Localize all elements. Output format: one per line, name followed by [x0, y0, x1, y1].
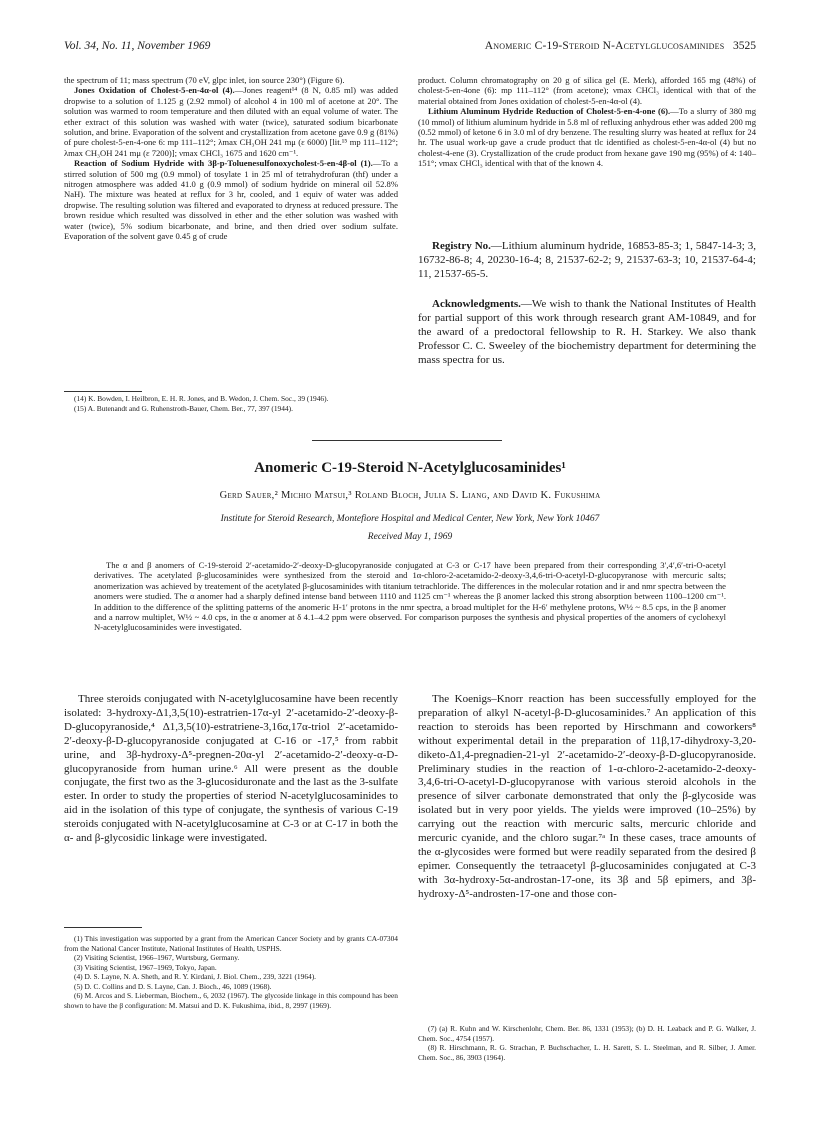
body-paragraph: Three steroids conjugated with N-acetylglucosamine have been recently isolated: 3-hydroxy-Δ1,3,5(10)-estratrien-17α-yl 2′-acetamido-2′-deoxy-β-D-glucopyranoside,⁴ Δ1,3,5(10)-estratriene-3,16α,17α-triol 2′-acetamido-2′-deoxy-β-D-glucopyranoside conjugated at C-16 or -17,⁵ from rabbit urine, and 3β-hydroxy-Δ⁵-pregnen-20α-yl 2′-acetamido-2′-deoxy-α-D-glucopyranoside from human urine.⁶ All were present as the double conjugate, the first two as the 3-glucosiduronate and the last as the 3-sulfate ester. In order to study the properties of steriod N-acetylglucosaminides to aid in the isolation of this type of conjugate, the synthesis of various C-19 steroids conjugated with N-acetylglucosamine at C-3 or at C-17 in both the α- and β-glycosidic linkage were investigated.: [64, 693, 398, 845]
section-heading: Reaction of Sodium Hydride with 3β-p-Toluenesulfonoxycholest-5-en-4β-ol (1).: [74, 158, 373, 169]
registry-paragraph: [418, 240, 756, 282]
running-title: [485, 40, 756, 52]
acknowledgments-body: —We wish to thank the National Institutes of Health for partial support of this work through research grant AM-10849, and for the award of a predoctoral fellowship to R. H. Starkey. We also thank Professor C. C. Sweeley of the biochemistry department for determining the mass spectra for us.: [418, 298, 756, 366]
article-divider: [312, 440, 502, 441]
body-right-column: [418, 693, 756, 902]
experimental-paragraph: [64, 158, 398, 241]
paragraph: the spectrum of 11; mass spectrum (70 eV, glpc inlet, ion source 230°) (Figure 6).: [64, 75, 345, 85]
section-body: —Jones reagent¹⁴ (8 N, 0.85 ml) was added dropwise to a solution of 1.125 g (2.92 mmol) of alcohol 4 in 100 ml of acetone at 20°. The solution was warmed to room temperature and then diluted with an equal volume of water. The ether extract of this solution was washed with water (twice), saturated sodium bicarbonate solution, and brine. Evaporation of the solvent and crystallization from acetone gave 0.9 g (81%) of pure cholest-5-en-4-one 6: mp 111–112°; λmax CH₃OH 241 mμ (ε 6000) [lit.¹⁵ mp 111–112°; λmax CH₃OH 241 mμ (ε 7200)]; νmax CHCl₃ 1675 and 1620 cm⁻¹.: [64, 85, 398, 158]
acknowledgments-heading: Acknowledgments.: [432, 298, 521, 310]
acknowledgments-paragraph: [418, 298, 756, 368]
registry-heading: Registry No.: [432, 240, 491, 252]
article-title: Anomeric C-19-Steroid N-Acetylglucosaminides¹: [254, 460, 566, 476]
running-title-text: Anomeric C-19-Steroid N-Acetylglucosaminides: [484, 40, 725, 52]
received-date: Received May 1, 1969: [367, 532, 453, 542]
footnote-divider: [64, 927, 142, 928]
body-paragraph: The Koenigs–Knorr reaction has been successfully employed for the preparation of alkyl N-acetyl-β-D-glucosaminides.⁷ An application of this reaction to steroids has been reported by Hirschmann and coworkers⁸ without experimental detail in the preparation of 11β,17-dihydroxy-3,20-diketo-Δ1,4-pregnadien-21-yl 2′-acetamido-2′-deoxy-β-D-glucopyranoside. Preliminary studies in the reaction of 1-α-chloro-2-acetamido-2-deoxy-3,4,6-tri-O-acetyl-D-glucopyranose with various steroid alcohols in the presence of silver carbonate demonstrated that only the β-glycoside was isolated but in very poor yields. The yields were improved (10–25%) by carrying out the reaction with mercuric salts, mercuric chloride and mercuric cyanide, and the chloro sugar.⁷ᵃ In these cases, trace amounts of the α-glycosides were formed but were readily separated from the desired β epimer. Consequently the tetraacetyl β-glucosaminides conjugated at C-3 with 3α-hydroxy-5α-androstan-17-one, its 3β and 5β epimers, and 3β-hydroxy-Δ⁵-androsten-17-one and those con-: [418, 693, 756, 900]
footnote: (3) Visiting Scientist, 1967–1969, Tokyo, Japan.: [74, 962, 217, 972]
footnotes-right: [418, 1024, 756, 1062]
previous-article-right-column: [418, 75, 756, 169]
footnote: (4) D. S. Layne, N. A. Sheth, and R. Y. Kirdani, J. Biol. Chem., 239, 3221 (1964).: [74, 972, 317, 981]
paragraph: product. Column chromatography on 20 g of silica gel (E. Merk), afforded 165 mg (48%) of cholest-5-en-4one (6): mp 111–112° (from acetone); νmax CHCl₃ identical with that of the material obtained from Jones oxidation of cholest-5-en-4α-ol (4).: [418, 75, 756, 106]
section-heading: Jones Oxidation of Cholest-5-en-4α-ol (4).: [74, 85, 235, 96]
footnote: (5) D. C. Collins and D. S. Layne, Can. J. Bioch., 46, 1089 (1968).: [74, 981, 272, 991]
journal-volume: Vol. 34, No. 11, November 1969: [64, 40, 211, 52]
section-heading: Lithium Aluminum Hydride Reduction of Cholest-5-en-4-one (6).: [428, 106, 671, 117]
footnote: (2) Visiting Scientist, 1966–1967, Wurtsburg, Germany.: [74, 953, 240, 962]
footnote: (7) (a) R. Kuhn and W. Kirschenlohr, Chem. Ber. 86, 1331 (1953); (b) D. H. Leaback and P. G. Walker, J. Chem. Soc., 4754 (1957).: [418, 1024, 756, 1043]
article-authors: Gerd Sauer,² Michio Matsui,³ Roland Bloch, Julia S. Liang, and David K. Fukushima: [219, 490, 601, 501]
footnote: (8) R. Hirschmann, R. G. Strachan, P. Buchschacher, L. H. Sarett, S. L. Steelman, and R. Silber, J. Amer. Chem. Soc., 86, 3903 (1964).: [418, 1043, 756, 1062]
experimental-paragraph: [418, 106, 756, 168]
abstract-text: The α and β anomers of C-19-steroid 2′-acetamido-2′-deoxy-D-glucopyranoside conjugated at C-3 or C-17 have been prepared from their corresponding 3′,4′,6′-tri-O-acetyl derivatives. The acetylated β-glucosaminides were synthesized from the steroid and 1α-chloro-2-acetamido-2-deoxy-3,4,6-tri-O-acetyl-D-glucopyranose with mercuric salts; anomerization was achieved by treatement of the acetylated β-glucosaminides with titanium tetrachloride. The differences in the molecular rotation and ir and nmr spectra between the anomers were studied. The α anomer had a sharply defined intense band between 1110 and 1125 cm⁻¹ whereas the β anomer lacked this strong absorption between 1100–1200 cm⁻¹. In addition to the difference of the splitting patterns of the anomeric H-1′ protons in the nmr spectra, a broad multiplet for the H-6′ methylene protons, W½ ~ 8.5 cps, in the β anomer and a narrow multiplet, W½ ~ 4.0 cps, in the α anomer at δ 4.1–4.2 ppm were observed. For comparison purposes the synthesis and physical properties of the anomers of cyclohexyl N-acetylglucosaminides were investigated.: [94, 560, 726, 633]
footnote: (6) M. Arcos and S. Lieberman, Biochem., 6, 2032 (1967). The glycoside linkage in this compound has been shown to have the β configuration: M. Matsui and D. K. Fukushima, ibid., 8, 2997 (1969).: [64, 991, 398, 1010]
footnotes-previous-article: [64, 394, 398, 413]
section-body: —To a stirred solution of 500 mg (0.9 mmol) of tosylate 1 in 25 ml of tetrahydrofuran (thf) under a nitrogen atmosphere was added 41.0 g (0.9 mmol) of sodium hydride on mineral oil 52.8% NaH). The mixture was heated at reflux for 3 hr, cooled, and 1 equiv of water was added dropwise. The resulting solution was filtered and evaporated to dryness at reduced pressure. The brown residue which resulted was dissolved in ether and the ether solution was washed with water (twice), 5% sodium bicarbonate, and brine, and then dried over sodium sulfate. Evaporation of the solvent gave 0.45 g of crude: [64, 158, 398, 242]
acknowledgments: [418, 298, 756, 368]
footnote: (1) This investigation was supported by a grant from the American Cancer Society and by grants CA-07304 from the National Cancer Institute, National Institutes of Health, USPHS.: [64, 934, 398, 953]
abstract: [94, 560, 726, 633]
previous-article-left-column: [64, 75, 398, 242]
running-head: [64, 40, 756, 56]
body-left-column: [64, 693, 398, 846]
footnote: (15) A. Butenandt and G. Ruhenstroth-Bauer, Chem. Ber., 77, 397 (1944).: [74, 403, 293, 413]
registry-numbers: [418, 240, 756, 282]
page-number: 3525: [733, 40, 756, 52]
footnote-divider: [64, 391, 142, 392]
footnote: (14) K. Bowden, I. Heilbron, E. H. R. Jones, and B. Wedon, J. Chem. Soc., 39 (1946).: [74, 394, 329, 403]
article-affiliation: Institute for Steroid Research, Montefiore Hospital and Medical Center, New York, New York 10467: [220, 514, 600, 524]
section-body: —To a slurry of 380 mg (10 mmol) of lithium aluminum hydride in 5.8 ml of refluxing anhydrous ether was added 200 mg (0.52 mmol) of ketone 6 in 3.0 ml of dry benzene. The resulting slurry was heated at reflux for 24 hr. The usual work-up gave a crude product that tlc identified as cholest-5-en-4α-ol (4) but no cholest-4-ene (3). Crystallization of the crude product from hexane gave 190 mg (95%) of 4: 140–151°; νmax CHCl₃ identical with that of the known 4.: [418, 106, 756, 169]
experimental-paragraph: [64, 85, 398, 158]
registry-body: —Lithium aluminum hydride, 16853-85-3; 1, 5847-14-3; 3, 16732-86-8; 4, 20230-16-4; 8, 21537-62-2; 9, 21537-63-3; 10, 21537-64-4; 11, 21537-65-5.: [418, 240, 757, 280]
footnotes-left: [64, 934, 398, 1010]
